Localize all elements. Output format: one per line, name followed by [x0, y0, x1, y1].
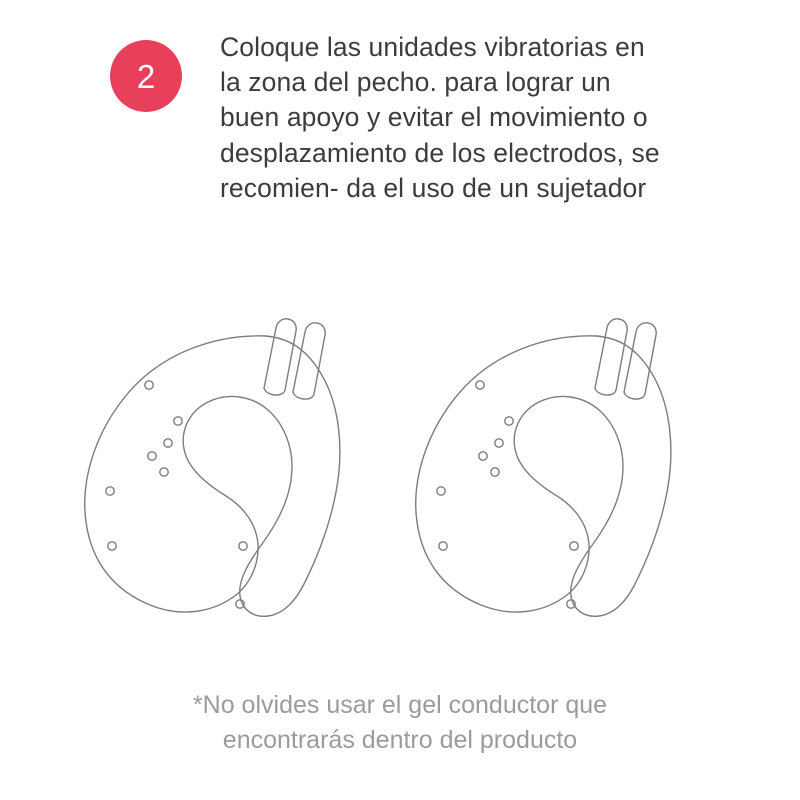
right-electrode-points	[437, 381, 578, 608]
instruction-line: Coloque las unidades vibratorias	[220, 32, 608, 62]
left-vibrating-unit	[85, 319, 340, 616]
illustration-container	[0, 300, 800, 650]
left-cable-connectors	[264, 319, 325, 399]
footer-note-line: encontrarás dentro del producto	[222, 726, 578, 754]
step-header	[110, 30, 770, 206]
left-electrode-points	[106, 381, 247, 608]
footer-note-line: *No olvides usar el gel conductor que	[192, 691, 608, 719]
instruction-line: da el uso de un sujetador	[346, 172, 647, 203]
right-cable-connectors	[595, 319, 656, 399]
step-number: 2	[136, 57, 156, 95]
step-number-badge	[110, 40, 182, 112]
instruction-line: en la zona del pecho. para	[220, 32, 645, 98]
instruction-line: lograr un buen apoyo y evitar el	[220, 67, 611, 133]
instruction-line: movimiento o desplazamiento	[220, 102, 648, 168]
breast-electrode-pads-diagram	[0, 300, 800, 650]
footer-note	[0, 688, 800, 758]
right-vibrating-unit	[416, 319, 671, 616]
step-instruction-text	[220, 30, 660, 206]
instruction-line: de los electrodos, se recomien-	[220, 137, 660, 203]
